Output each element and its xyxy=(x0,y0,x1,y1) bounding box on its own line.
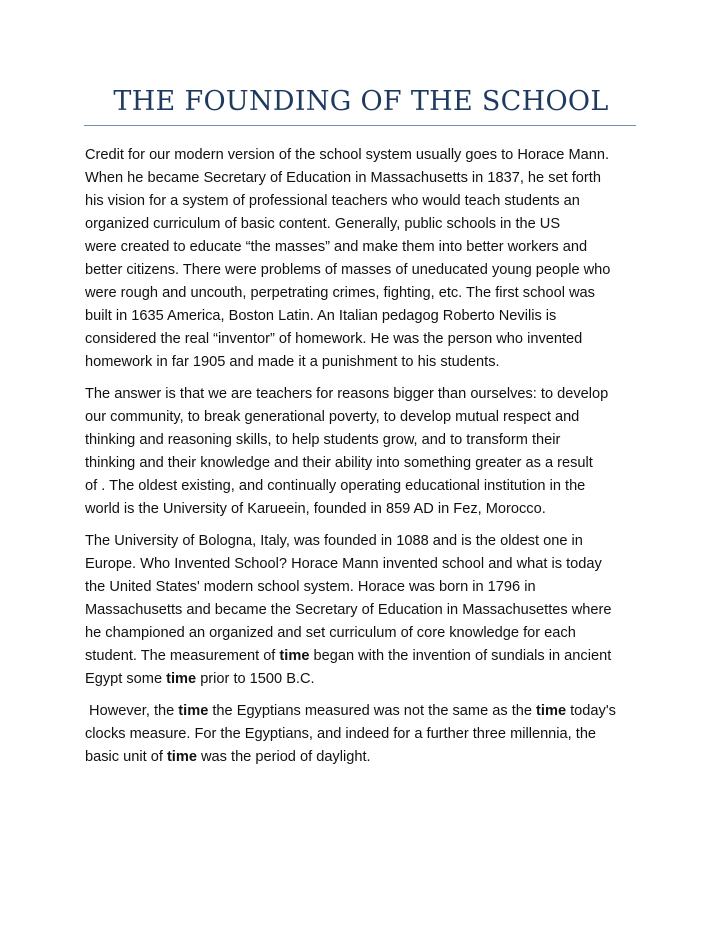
text-line: Europe. Who Invented School? Horace Mann invented school and what is today xyxy=(85,556,602,572)
text-line: better citizens. There were problems of masses of uneducated young people who xyxy=(85,262,611,278)
bold-term: time xyxy=(178,703,209,719)
text-segment: Egypt some xyxy=(85,671,167,687)
text-line xyxy=(85,746,645,769)
text-line: organized curriculum of basic content. Generally, public schools in the US xyxy=(85,216,561,232)
text-line: clocks measure. For the Egyptians, and indeed for a further three millennia, the xyxy=(85,726,597,742)
text-line: his vision for a system of professional teachers who would teach students an xyxy=(85,193,580,209)
text-line: our community, to break generational poverty, to develop mutual respect and xyxy=(85,409,580,425)
text-line: The answer is that we are teachers for reasons bigger than ourselves: to develop xyxy=(85,386,609,402)
text-segment: was the period of daylight. xyxy=(196,749,371,765)
bold-term: time xyxy=(166,671,197,687)
text-line xyxy=(85,645,645,668)
text-line: thinking and reasoning skills, to help students grow, and to transform their xyxy=(85,432,561,448)
text-line xyxy=(85,700,645,723)
bold-term: time xyxy=(279,648,310,664)
text-line: considered the real “inventor” of homework. He was the person who invented xyxy=(85,331,583,347)
text-line: the United States' modern school system. Horace was born in 1796 in xyxy=(85,579,536,595)
text-line: thinking and their knowledge and their ability into something greater as a result xyxy=(85,455,593,471)
title-underline xyxy=(84,125,636,126)
text-line xyxy=(85,668,645,691)
paragraph-1 xyxy=(85,144,645,374)
text-segment: prior to 1500 B.C. xyxy=(196,671,315,687)
paragraph-4 xyxy=(85,700,645,769)
paragraph-3 xyxy=(85,530,645,691)
paragraph-2 xyxy=(85,383,645,521)
text-segment: today's xyxy=(566,703,616,719)
text-line: homework in far 1905 and made it a punishment to his students. xyxy=(85,354,500,370)
text-line: The University of Bologna, Italy, was founded in 1088 and is the oldest one in xyxy=(85,533,583,549)
text-segment: However, the xyxy=(85,703,179,719)
text-line: Credit for our modern version of the school system usually goes to Horace Mann. xyxy=(85,147,609,163)
bold-term: time xyxy=(166,749,197,765)
text-line: were rough and uncouth, perpetrating crimes, fighting, etc. The first school was xyxy=(85,285,595,301)
document-body xyxy=(85,144,645,778)
text-segment: student. The measurement of xyxy=(85,648,280,664)
text-line: world is the University of Karueein, founded in 859 AD in Fez, Morocco. xyxy=(85,501,546,517)
text-segment: began with the invention of sundials in ancient xyxy=(309,648,612,664)
text-line: of . The oldest existing, and continually operating educational institution in the xyxy=(85,478,586,494)
text-line: Massachusetts and became the Secretary of Education in Massachusettes where xyxy=(85,602,612,618)
text-line: built in 1635 America, Boston Latin. An Italian pedagog Roberto Nevilis is xyxy=(85,308,557,324)
text-line: were created to educate “the masses” and make them into better workers and xyxy=(85,239,588,255)
text-line: he championed an organized and set curriculum of core knowledge for each xyxy=(85,625,576,641)
page-title: THE FOUNDING OF THE SCHOOL xyxy=(113,86,609,117)
bold-term: time xyxy=(536,703,567,719)
text-segment: the Egyptians measured was not the same as the xyxy=(208,703,537,719)
text-line: When he became Secretary of Education in Massachusetts in 1837, he set forth xyxy=(85,170,601,186)
text-segment: basic unit of xyxy=(85,749,167,765)
